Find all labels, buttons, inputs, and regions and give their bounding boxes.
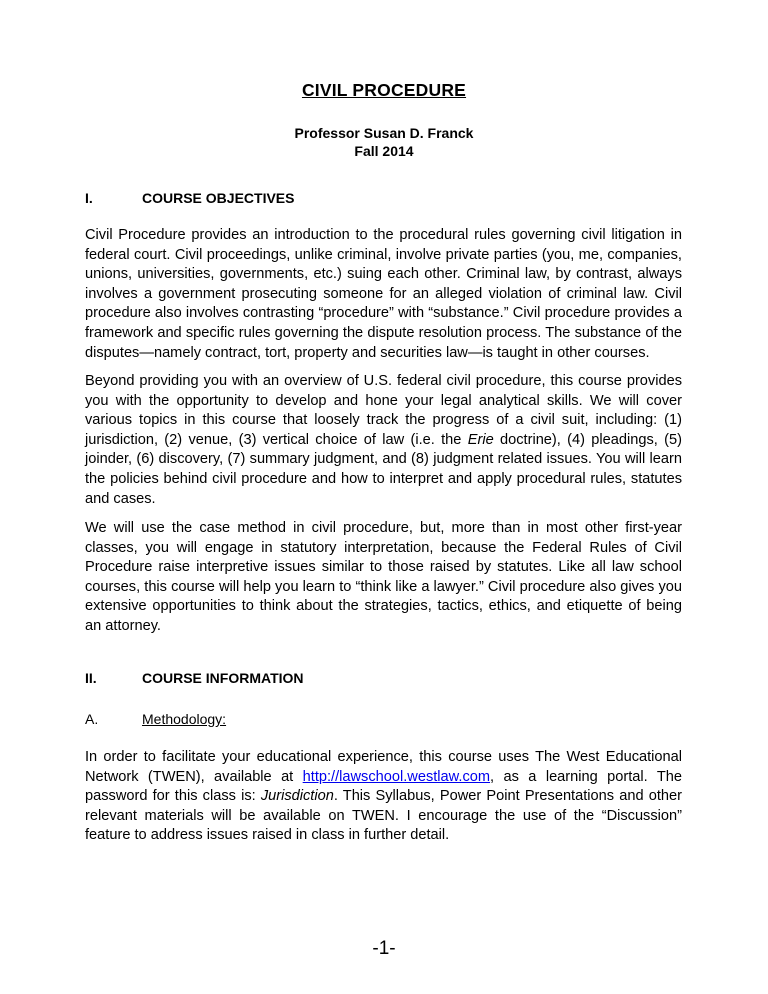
paragraph-text: , as a learning portal. The password for this class is: [85,768,682,805]
erie-italic: Erie [467,431,494,448]
paragraph-text: . This Syllabus, Power Point Presentations and other relevant materials will be available on TWEN. I encourage the use of the “Discussion” feature to address issues raised in class in further detail. [85,788,682,844]
subsection-title: Methodology: [142,711,227,727]
objectives-paragraph-2 [85,372,682,509]
methodology-paragraph [85,748,682,846]
password-text: Jurisdiction [260,788,334,805]
term: Fall 2014 [354,143,414,159]
objectives-paragraph-1: Civil Procedure provides an introduction to the procedural rules governing civil litigation in federal court. Civil proceedings, unlike criminal, involve private parties (you, me, companies, unions, universities, governments, etc.) suing each other. Criminal law, by contrast, always involves a government prosecuting someone for an alleged violation of criminal law. Civil procedure also involves contrasting “procedure” with “substance.” Civil procedure provides a framework and specific rules governing the dispute resolution process. The substance of the disputes—namely contract, tort, property and securities law—is taught in other courses. [85,227,682,361]
paragraph-text: doctrine), (4) pleadings, (5) joinder, (6) discovery, (7) summary judgment, and (8) judgment related issues. You will learn the policies behind civil procedure and how to interpret and apply procedural rules, statutes and cases. [85,431,682,507]
section-title: COURSE OBJECTIVES [142,190,295,206]
section-heading-information [85,670,304,686]
section-title: COURSE INFORMATION [142,670,304,686]
twen-link[interactable]: http://lawschool.westlaw.com [302,768,491,785]
paragraph-text: Beyond providing you with an overview of U.S. federal civil procedure, this course provides you with the opportunity to develop and hone your legal analytical skills. We will cover various topics in this course that loosely track the progress of a civil suit, including: (1) jurisdiction, (2) venue, (3) vertical choice of law (i.e. the [85,373,682,448]
document-title: CIVIL PROCEDURE [301,80,467,100]
subsection-heading-methodology [85,711,226,727]
section-number: II. [85,670,97,686]
section-heading-objectives [85,190,294,206]
objectives-paragraph-3: We will use the case method in civil procedure, but, more than in most other first-year classes, you will engage in statutory interpretation, because the Federal Rules of Civil Procedure raise interpretive issues similar to those raised by statutes. Like all law school courses, this course will help you learn to “think like a lawyer.” Civil procedure also gives you extensive opportunities to think about the strategies, tactics, ethics, and etiquette of being an attorney. [85,520,682,634]
document-subtitle [0,124,768,160]
section-number: I. [85,190,93,206]
professor-name: Professor Susan D. Franck [294,125,474,141]
page-number: -1- [372,938,396,959]
paragraph-text: In order to facilitate your educational experience, this course uses The West Educational Network (TWEN), available at [85,749,682,785]
subsection-number: A. [85,711,99,727]
